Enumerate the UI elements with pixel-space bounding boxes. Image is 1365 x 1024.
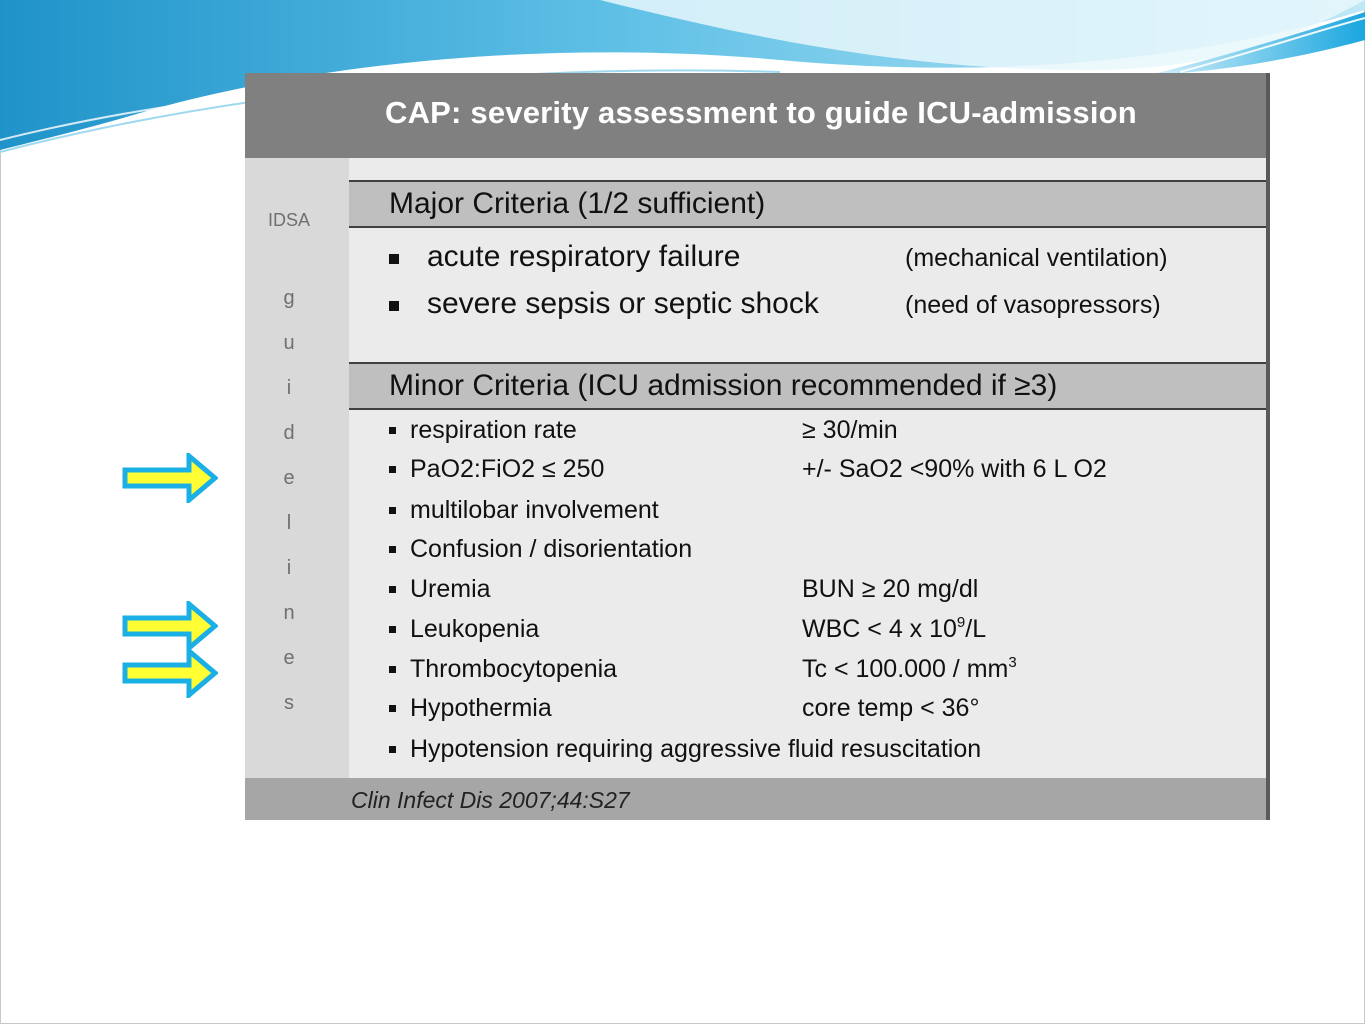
criterion-text: multilobar involvement <box>410 496 659 524</box>
criterion-text: Hypothermia <box>410 694 552 722</box>
side-letter: i <box>286 557 292 579</box>
criterion-threshold: BUN ≥ 20 mg/dl <box>802 575 979 603</box>
bullet-icon <box>389 746 396 753</box>
criterion-threshold: ≥ 30/min <box>802 416 898 444</box>
footer-bar <box>245 778 1270 820</box>
major-criteria-header: Major Criteria (1/2 sufficient) <box>349 180 1266 228</box>
criterion-threshold: core temp < 36° <box>802 694 980 722</box>
side-column <box>245 158 349 778</box>
criterion-note: (need of vasopressors) <box>905 291 1161 319</box>
title-bar <box>245 73 1270 158</box>
bullet-icon <box>389 254 399 264</box>
criterion-text: PaO2:FiO2 ≤ 250 <box>410 455 605 483</box>
slide-edge <box>1266 73 1270 820</box>
criterion-threshold: WBC < 4 x $10^9/L$ <box>802 614 987 643</box>
criterion-text: Hypotension requiring aggressive fluid resuscitation <box>410 735 982 763</box>
side-letter: g <box>283 287 295 309</box>
side-letter: l <box>286 512 292 534</box>
bullet-icon <box>389 427 396 434</box>
side-letter: s <box>284 692 294 714</box>
bullet-icon <box>389 507 396 514</box>
criterion-text: severe sepsis or septic shock <box>427 287 819 320</box>
criterion-text: Confusion / disorientation <box>410 535 693 563</box>
bullet-icon <box>389 466 396 473</box>
arrow-right-icon <box>122 453 218 503</box>
citation: Clin Infect Dis 2007;44:S27 <box>351 787 630 813</box>
side-letter: n <box>283 602 295 624</box>
slide-title: CAP: severity assessment to guide ICU-admission <box>385 95 1137 130</box>
criterion-text: respiration rate <box>410 416 577 444</box>
side-tag: IDSA <box>268 210 311 230</box>
criterion-note: (mechanical ventilation) <box>905 244 1168 272</box>
criterion-text: Uremia <box>410 575 491 603</box>
criterion-text: Thrombocytopenia <box>410 655 618 683</box>
criterion-text: Leukopenia <box>410 615 540 643</box>
bullet-icon <box>389 586 396 593</box>
side-letter: e <box>283 467 295 489</box>
side-letter: i <box>286 377 292 399</box>
minor-criteria-header: Minor Criteria (ICU admission recommended if ≥3) <box>349 362 1266 410</box>
major-criteria-section <box>349 180 1266 320</box>
criterion-text: acute respiratory failure <box>427 240 741 273</box>
bullet-icon <box>389 546 396 553</box>
bullet-icon <box>389 705 396 712</box>
arrow-right-icon <box>122 601 218 651</box>
side-letter: u <box>283 332 295 354</box>
minor-criteria-section <box>349 362 1266 763</box>
criteria-slide <box>245 73 1270 820</box>
side-letter: d <box>283 422 295 444</box>
bullet-icon <box>389 301 399 311</box>
side-letter: e <box>283 647 295 669</box>
criterion-threshold: +/- SaO2 <90% with 6 L O2 <box>802 455 1107 483</box>
arrow-right-icon <box>122 648 218 698</box>
bullet-icon <box>389 666 396 673</box>
criterion-threshold: $Tc < 100.000 / mm^3$ <box>802 654 1017 683</box>
bullet-icon <box>389 626 396 633</box>
